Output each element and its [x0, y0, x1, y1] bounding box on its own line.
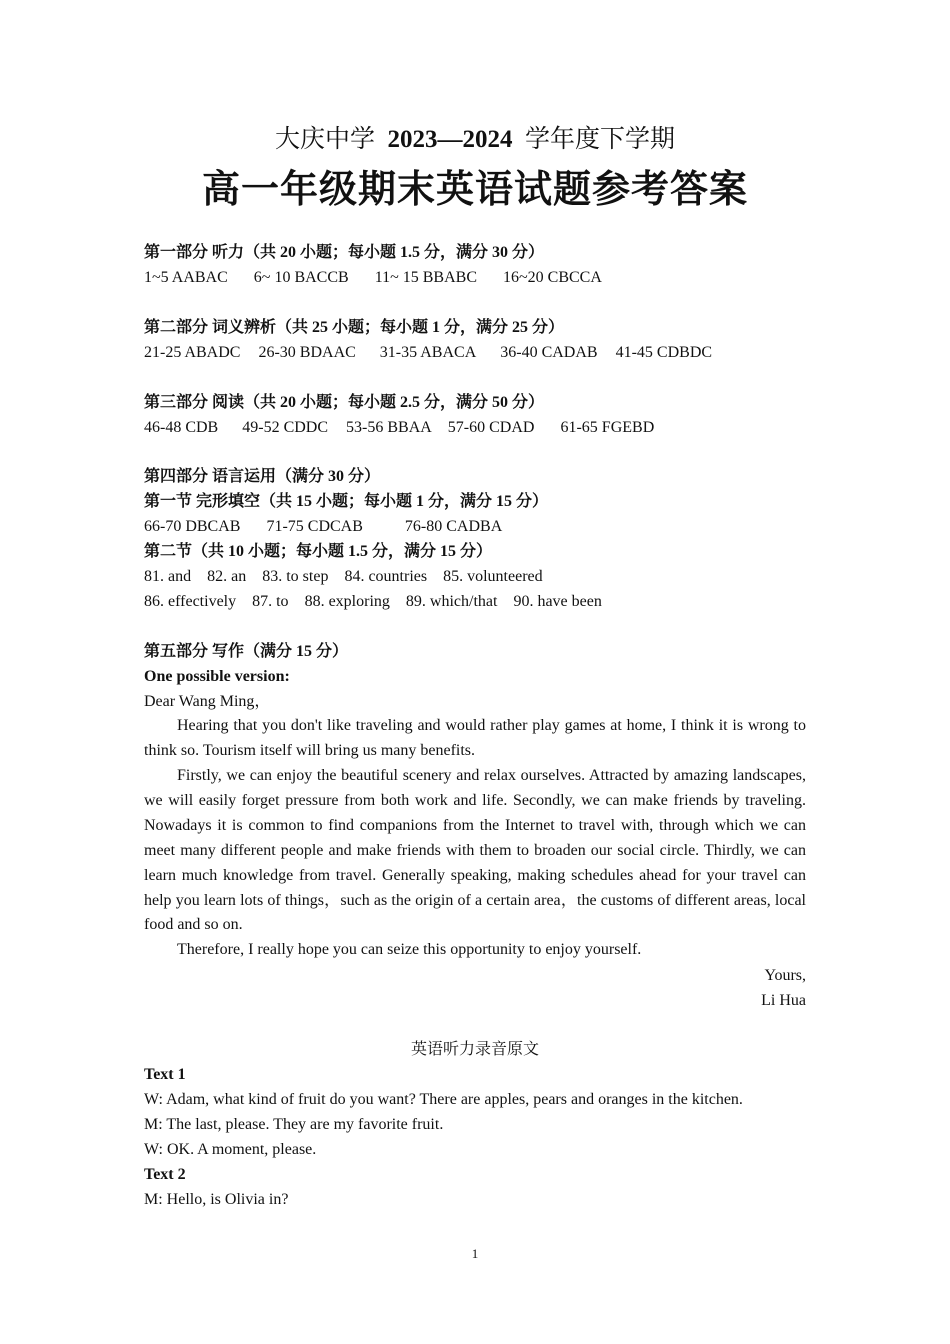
answer-group: 41-45 CDBDC [615, 344, 713, 361]
answer-item: 82. an [207, 568, 247, 585]
letter-closing: Yours, [764, 967, 806, 984]
answer-group: 11~ 15 BBABC [374, 269, 477, 286]
part2-answers [144, 340, 712, 365]
part4-section2-row2 [144, 589, 602, 614]
page-number: 1 [471, 1246, 479, 1261]
transcript-heading: 英语听力录音原文 [410, 1041, 539, 1058]
school-years: 2023—2024 [387, 126, 513, 153]
school-name: 大庆中学 [274, 126, 375, 153]
answer-group: 26-30 BDAAC [258, 344, 356, 361]
answer-group: 46-48 CDB [144, 419, 219, 436]
answer-group: 31-35 ABACA [379, 344, 477, 361]
answer-item: 86. effectively [144, 593, 237, 610]
letter-paragraph-3: Therefore, I really hope you can seize this opportunity to enjoy yourself. [177, 941, 642, 958]
answer-item: 83. to step [262, 568, 329, 585]
part4-section2-row1 [144, 564, 543, 589]
answer-group: 49-52 CDDC [242, 419, 329, 436]
answer-group: 71-75 CDCAB [266, 518, 363, 535]
answer-group: 57-60 CDAD [447, 419, 535, 436]
answer-group: 76-80 CADBA [404, 518, 503, 535]
school-term: 学年度下学期 [525, 126, 676, 153]
answer-item: 85. volunteered [443, 568, 543, 585]
answer-item: 84. countries [344, 568, 428, 585]
letter-greeting: Dear Wang Ming， [144, 693, 271, 710]
answer-group: 6~ 10 BACCB [253, 269, 349, 286]
letter-paragraph-1: Hearing that you don't like traveling and would rather play games at home, I think it is wrong to think so. Tourism itself will bring us many benefits. [144, 717, 806, 759]
letter-signature: Li Hua [761, 992, 806, 1009]
answer-group: 53-56 BBAA [346, 419, 432, 436]
transcript-line: W: OK. A moment, please. [144, 1141, 317, 1158]
part4-section1-answers [144, 514, 502, 539]
part4-section2-heading: 第二节（共 10 小题；每小题 1.5 分，满分 15 分） [144, 543, 493, 560]
page-title: 高一年级期末英语试题参考答案 [201, 169, 748, 211]
answer-group: 16~20 CBCCA [503, 269, 602, 286]
part3-heading: 第三部分 阅读（共 20 小题；每小题 2.5 分，满分 50 分） [144, 394, 545, 411]
answer-item: 87. to [252, 593, 289, 610]
answer-item: 81. and [144, 568, 192, 585]
answer-group: 1~5 AABAC [144, 269, 228, 286]
answer-group: 66-70 DBCAB [144, 518, 241, 535]
answer-group: 61-65 FGEBD [560, 419, 655, 436]
text2-label: Text 2 [144, 1166, 186, 1183]
answer-item: 90. have been [513, 593, 602, 610]
transcript-line: W: Adam, what kind of fruit do you want? There are apples, pears and oranges in the kitchen. [144, 1091, 743, 1108]
version-label: One possible version: [144, 668, 290, 685]
letter-paragraph-2: Firstly, we can enjoy the beautiful scenery and relax ourselves. Attracted by amazing landscapes, we will easily forget pressure from both work and life. Secondly, we can make friends by traveling. Nowadays it is common to find companions from the Internet to travel with, through which we can meet many different people and make friends with them to broaden our social circle. Thirdly, we can learn much knowledge from travel. Generally speaking, making schedules ahead for your travel can help you learn lots of things，such as the origin of a certain area，the customs of different areas, local food and so on. [144, 767, 806, 934]
exam-header-line [0, 124, 950, 156]
answer-group: 21-25 ABADC [144, 344, 241, 361]
transcript-line: M: The last, please. They are my favorite fruit. [144, 1116, 444, 1133]
transcript-line: M: Hello, is Olivia in? [144, 1191, 289, 1208]
part5-heading: 第五部分 写作（满分 15 分） [144, 643, 349, 660]
part3-answers [144, 415, 654, 440]
answer-group: 36-40 CADAB [500, 344, 598, 361]
part4-section1-heading: 第一节 完形填空（共 15 小题；每小题 1 分，满分 15 分） [144, 493, 549, 510]
part2-heading: 第二部分 词义辨析（共 25 小题；每小题 1 分，满分 25 分） [144, 319, 565, 336]
part4-heading: 第四部分 语言运用（满分 30 分） [144, 468, 381, 485]
part1-heading: 第一部分 听力（共 20 小题；每小题 1.5 分，满分 30 分） [144, 244, 545, 261]
answer-item: 88. exploring [304, 593, 390, 610]
answer-item: 89. which/that [405, 593, 498, 610]
part1-answers [144, 265, 602, 290]
text1-label: Text 1 [144, 1066, 186, 1083]
